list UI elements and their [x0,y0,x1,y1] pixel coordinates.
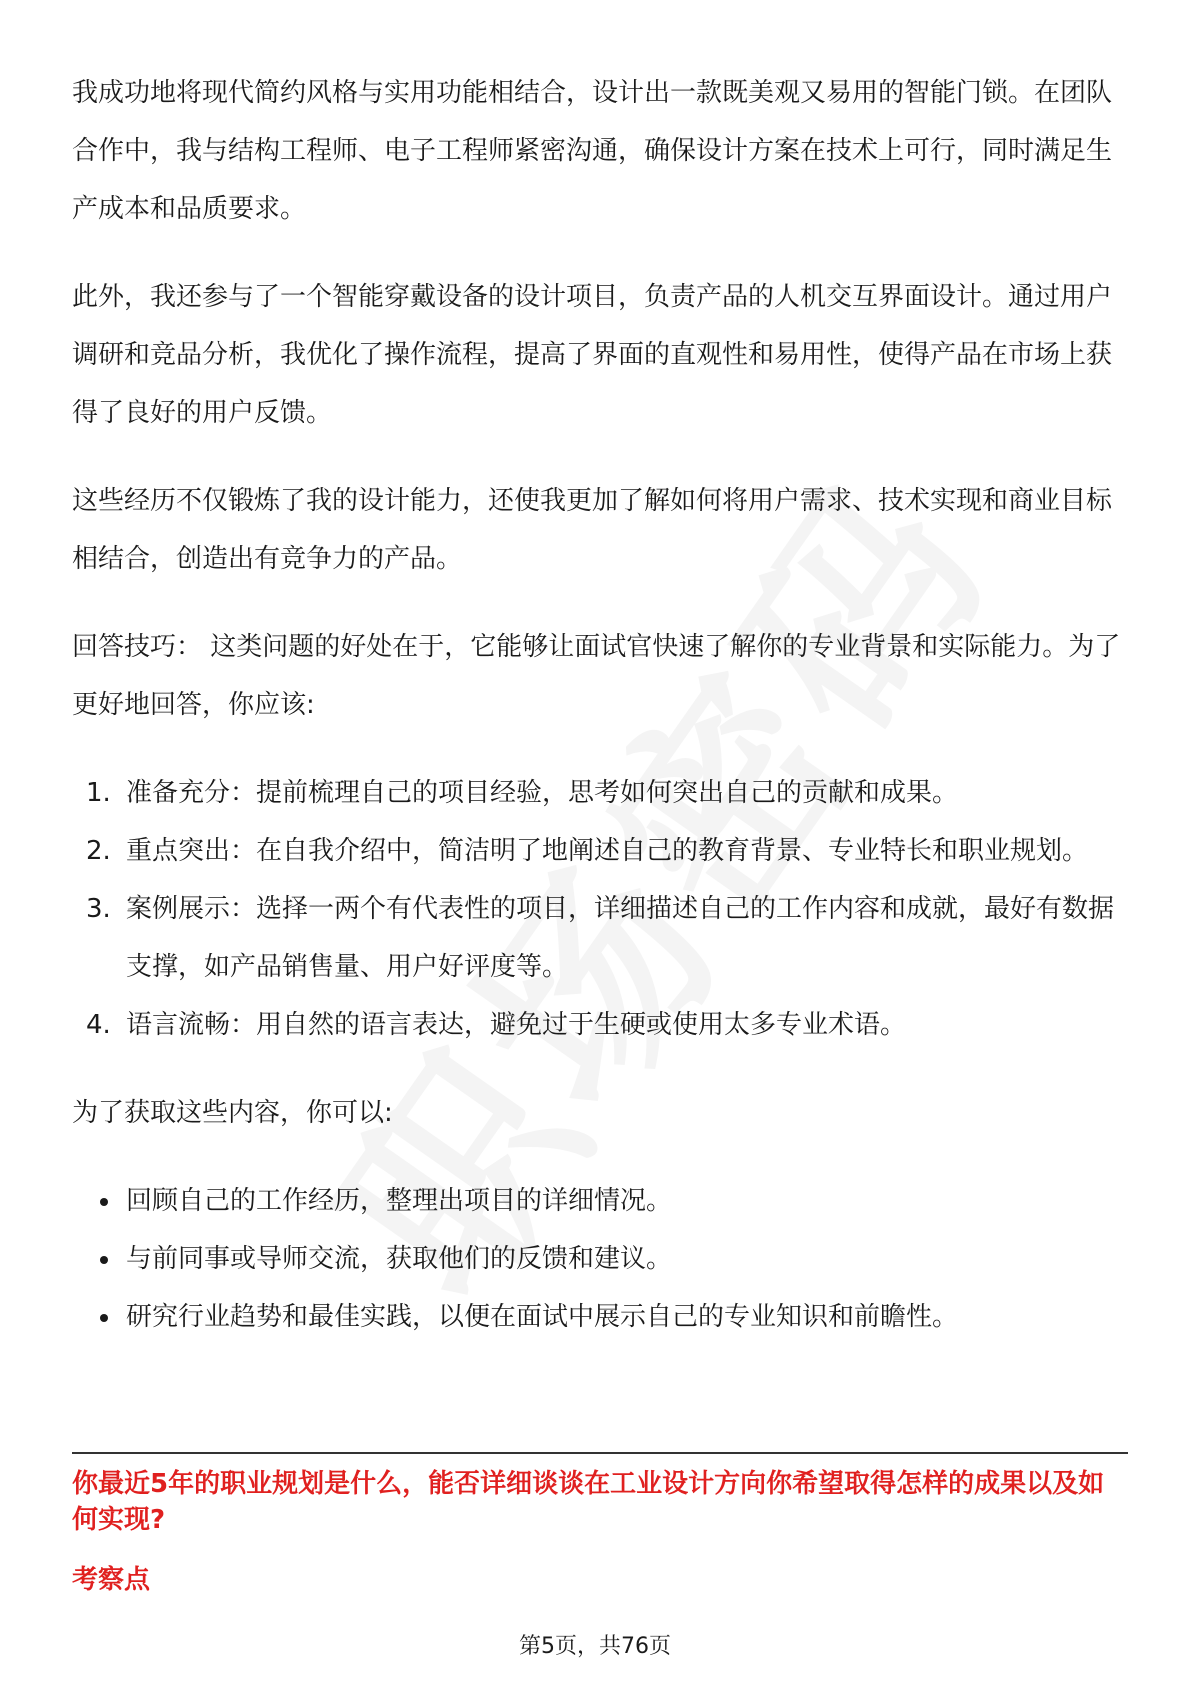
list-item [72,996,1128,1054]
paragraph-intro: 为了获取这些内容，你可以: [72,1098,393,1128]
bullet-icon [100,1256,108,1264]
interview-question: 你最近5年的职业规划是什么，能否详细谈谈在工业设计方向你希望取得怎样的成果以及如何实现? [72,1469,1105,1535]
list-item [72,822,1128,880]
paragraph-experience-summary: 这些经历不仅锻炼了我的设计能力，还使我更加了解如何将用户需求、技术实现和商业目标相结合，创造出有竞争力的产品。 [72,486,1113,574]
list-item [72,1230,1128,1288]
list-item-text: 与前同事或导师交流，获取他们的反馈和建议。 [126,1244,673,1274]
list-item-text: 准备充分：提前梳理自己的项目经验，思考如何突出自己的贡献和成果。 [126,778,959,808]
list-item-text: 案例展示：选择一两个有代表性的项目，详细描述自己的工作内容和成就，最好有数据支撑，如产品销售量、用户好评度等。 [126,894,1115,982]
bullet-list [72,1172,1128,1346]
list-item [72,764,1128,822]
list-item-text: 语言流畅：用自然的语言表达，避免过于生硬或使用太多专业术语。 [126,1010,907,1040]
list-number: 2. [86,836,111,866]
tips-numbered-list [72,764,1128,1054]
paragraph-wearable: 此外，我还参与了一个智能穿戴设备的设计项目，负责产品的人机交互界面设计。通过用户调研和竞品分析，我优化了操作流程，提高了界面的直观性和易用性，使得产品在市场上获得了良好的用户反馈。 [72,282,1113,428]
list-item [72,1172,1128,1230]
list-number: 4. [86,1010,111,1040]
list-number: 1. [86,778,111,808]
list-item-text: 研究行业趋势和最佳实践，以便在面试中展示自己的专业知识和前瞻性。 [126,1302,959,1332]
list-item [72,880,1128,996]
bullet-icon [100,1314,108,1322]
page-number: 第5页，共76页 [519,1634,671,1659]
paragraph-answer-tips: 回答技巧： 这类问题的好处在于，它能够让面试官快速了解你的专业背景和实际能力。为了更好地回答，你应该: [72,632,1121,720]
section-subhead: 考察点 [72,1565,151,1595]
bullet-icon [100,1198,108,1206]
paragraph-smart-lock: 我成功地将现代简约风格与实用功能相结合，设计出一款既美观又易用的智能门锁。在团队合作中，我与结构工程师、电子工程师紧密沟通，确保设计方案在技术上可行，同时满足生产成本和品质要求。 [72,78,1113,224]
list-item-text: 重点突出：在自我介绍中，简洁明了地阐述自己的教育背景、专业特长和职业规划。 [126,836,1089,866]
list-item-text: 回顾自己的工作经历，整理出项目的详细情况。 [126,1186,673,1216]
section-divider [72,1452,1128,1454]
list-item [72,1288,1128,1346]
list-number: 3. [86,894,111,924]
document-body [72,64,1128,1346]
